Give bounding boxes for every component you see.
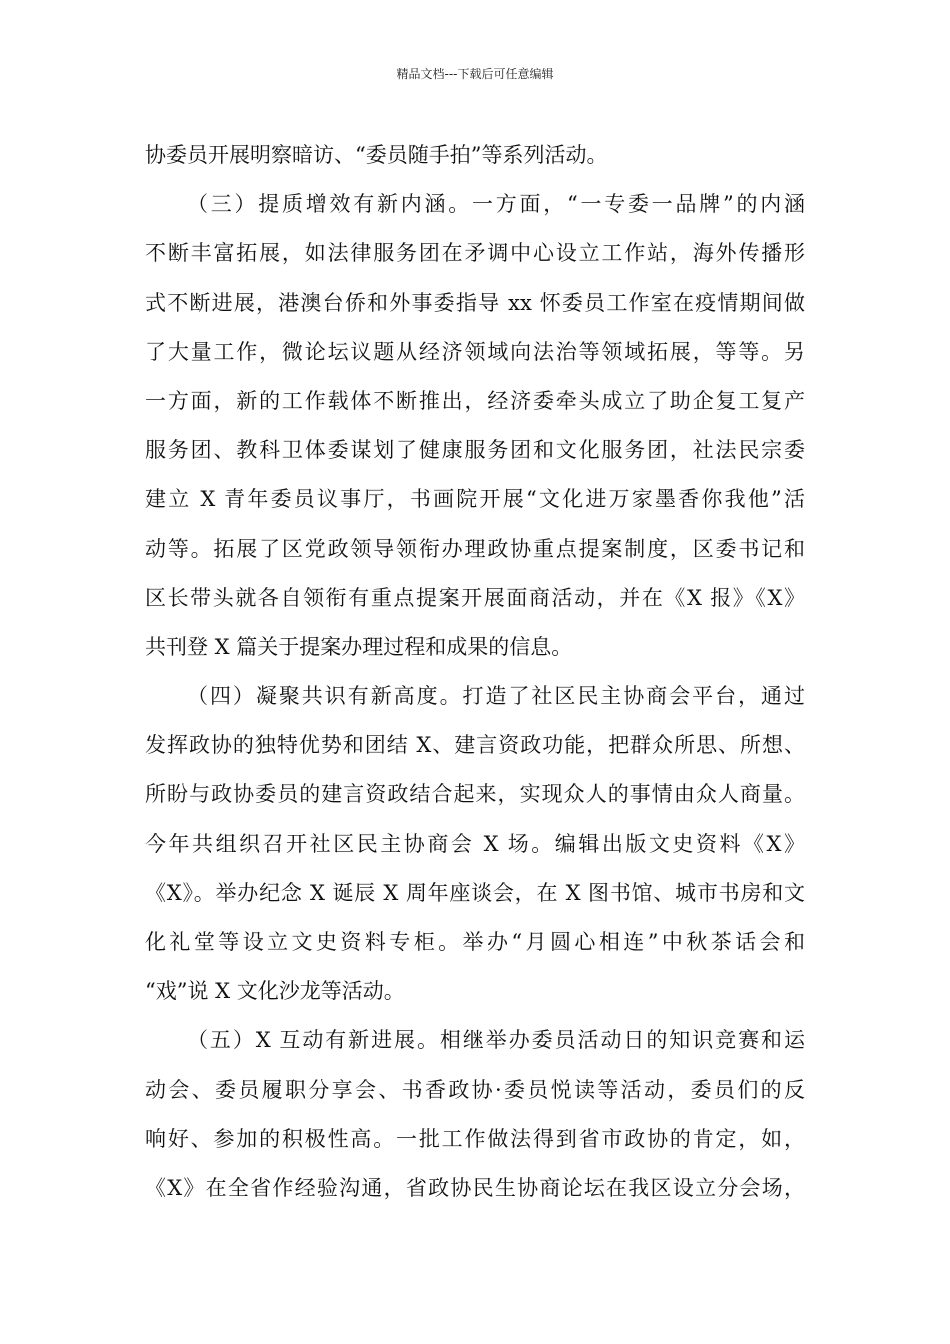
text-line: （三）提质增效有新内涵。一方面，“一专委一品牌”的内涵: [187, 192, 805, 217]
text-line: 一方面，新的工作载体不断推出，经济委牵头成立了助企复工复产: [145, 388, 805, 413]
text-line: 共刊登 X 篇关于提案办理过程和成果的信息。: [145, 634, 573, 659]
text-line: 响好、参加的积极性高。一批工作做法得到省市政协的肯定，如，: [145, 1126, 805, 1151]
text-line: 动等。拓展了区党政领导领衔办理政协重点提案制度，区委书记和: [145, 536, 805, 561]
document-body: [145, 131, 805, 1213]
text-line: 式不断进展，港澳台侨和外事委指导 xx 怀委员工作室在疫情期间做: [145, 290, 805, 315]
text-line: 《X》在全省作经验沟通，省政协民生协商论坛在我区设立分会场，: [145, 1175, 805, 1200]
text-line: 化礼堂等设立文史资料专柜。举办“月圆心相连”中秋茶话会和: [145, 930, 805, 954]
text-line: 发挥政协的独特优势和团结 X、建言资政功能，把群众所思、所想、: [145, 733, 805, 758]
text-line: 不断丰富拓展，如法律服务团在矛调中心设立工作站，海外传播形: [145, 241, 805, 266]
page-header: 精品文档---下载后可任意编辑: [396, 67, 554, 81]
text-line: 协委员开展明察暗访、“委员随手拍”等系列活动。: [145, 143, 608, 167]
text-line: 了大量工作，微论坛议题从经济领域向法治等领域拓展，等等。另: [145, 339, 805, 364]
text-line: 区长带头就各自领衔有重点提案开展面商活动，并在《X 报》《X》: [145, 585, 805, 610]
text-line: 动会、委员履职分享会、书香政协·委员悦读等活动，委员们的反: [145, 1077, 805, 1102]
text-line: （五）X 互动有新进展。相继举办委员活动日的知识竞赛和运: [187, 1028, 805, 1053]
text-line: 服务团、教科卫体委谋划了健康服务团和文化服务团，社法民宗委: [145, 438, 805, 463]
text-line: （四）凝聚共识有新高度。打造了社区民主协商会平台，通过: [187, 684, 805, 709]
text-line: 所盼与政协委员的建言资政结合起来，实现众人的事情由众人商量。: [145, 782, 805, 807]
text-line: 建立 X 青年委员议事厅，书画院开展“文化进万家墨香你我他”活: [145, 487, 805, 512]
text-line: 今年共组织召开社区民主协商会 X 场。编辑出版文史资料《X》: [145, 831, 805, 856]
text-line: 《X》。举办纪念 X 诞辰 X 周年座谈会，在 X 图书馆、城市书房和文: [145, 880, 805, 905]
text-line: “戏”说 X 文化沙龙等活动。: [145, 979, 405, 1004]
